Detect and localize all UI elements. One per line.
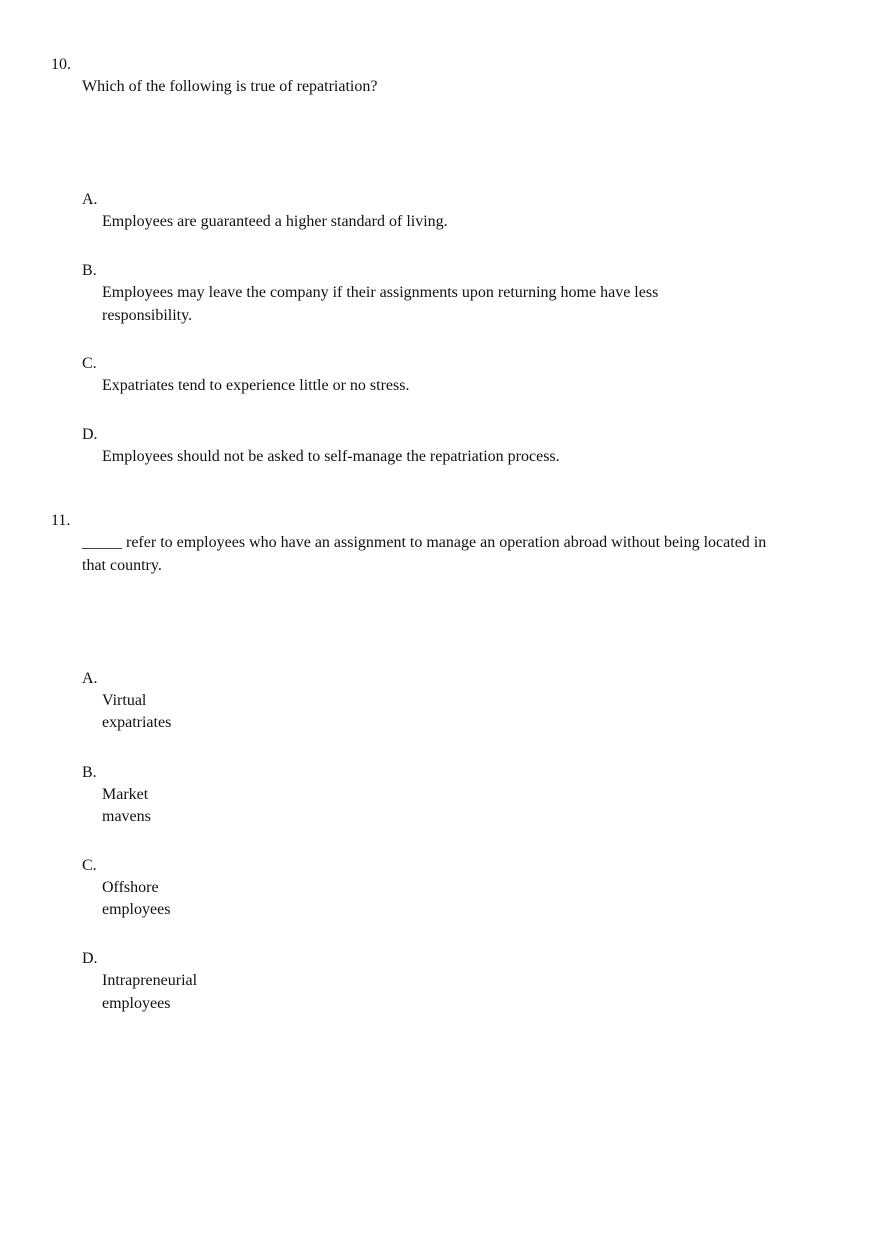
- option-text: Market: [102, 786, 149, 803]
- option-letter: C.: [82, 857, 97, 874]
- option-text: Intrapreneurial: [102, 972, 198, 989]
- option-text: Employees are guaranteed a higher standard of living.: [102, 213, 448, 230]
- option-letter: B.: [82, 262, 97, 279]
- option-text: employees: [102, 995, 171, 1012]
- option-letter: A.: [82, 191, 98, 208]
- question-number: 10.: [51, 56, 71, 73]
- option-text: mavens: [102, 808, 151, 825]
- option-text: Virtual: [102, 692, 147, 709]
- option-text: responsibility.: [102, 307, 193, 324]
- option-letter: D.: [82, 950, 98, 967]
- option-letter: D.: [82, 426, 98, 443]
- question-text: _____ refer to employees who have an assignment to manage an operation abroad without being located in: [82, 534, 767, 551]
- question-text: that country.: [82, 557, 162, 574]
- option-text: Expatriates tend to experience little or no stress.: [102, 377, 410, 394]
- option-text: Employees should not be asked to self-manage the repatriation process.: [102, 448, 560, 465]
- option-text: expatriates: [102, 714, 172, 731]
- question-text: Which of the following is true of repatriation?: [82, 78, 378, 95]
- question-number: 11.: [51, 512, 71, 529]
- option-text: Offshore: [102, 879, 159, 896]
- option-text: employees: [102, 901, 171, 918]
- option-letter: A.: [82, 670, 98, 687]
- option-text: Employees may leave the company if their assignments upon returning home have less: [102, 284, 659, 301]
- option-letter: C.: [82, 355, 97, 372]
- option-letter: B.: [82, 764, 97, 781]
